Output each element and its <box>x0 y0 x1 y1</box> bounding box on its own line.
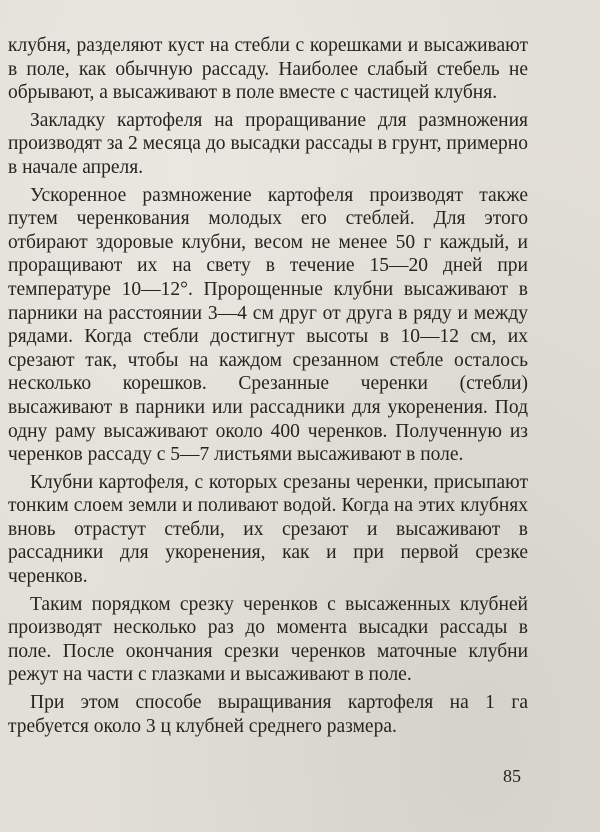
paragraph-1: клубня, разделяют куст на стебли с корешками и высаживают в поле, как обычную рассаду. Наиболее слабый стебель не обрывают, а высаживают в поле вместе с частицей клубня. <box>8 35 528 104</box>
paragraph-5: Таким порядком срезку черенков с высаженных клубней производят несколько раз до момента высадки рассады в поле. После окончания срезки черенков маточные клубни режут на части с глазками и высаживают в поле. <box>8 593 528 686</box>
paragraph-3: Ускоренное размножение картофеля производят также путем черенкования молодых его стеблей. Для этого отбирают здоровые клубни, весом не менее 50 г каждый, и проращивают их на свету в течение 15—20 дней при температуре 10—12°. Пророщенные клубни высаживают в парники на расстоянии 3—4 см друг от друга в ряду и между рядами. Когда стебли достигнут высоты в 10—12 см, их срезают так, чтобы на каждом срезанном стебле осталось несколько корешков. Срезанные черенки (стебли) высаживают в парники или рассадники для укоренения. Под одну раму высаживают около 400 черенков. Полученную из черенков рассаду с 5—7 листьями высаживают в поле. <box>8 184 528 466</box>
body-text <box>8 34 528 738</box>
paragraph-6: При этом способе выращивания картофеля на 1 га требуется около 3 ц клубней среднего размера. <box>8 692 528 737</box>
paragraph-2: Закладку картофеля на проращивание для размножения производят за 2 месяца до высадки рассады в грунт, примерно в начале апреля. <box>8 109 528 178</box>
page-number: 85 <box>503 766 521 786</box>
paragraph-4: Клубни картофеля, с которых срезаны черенки, присыпают тонким слоем земли и поливают водой. Когда на этих клубнях вновь отрастут стебли, их срезают и высаживают в рассадники для укоренения, как и при первой срезке черенков. <box>8 471 528 588</box>
